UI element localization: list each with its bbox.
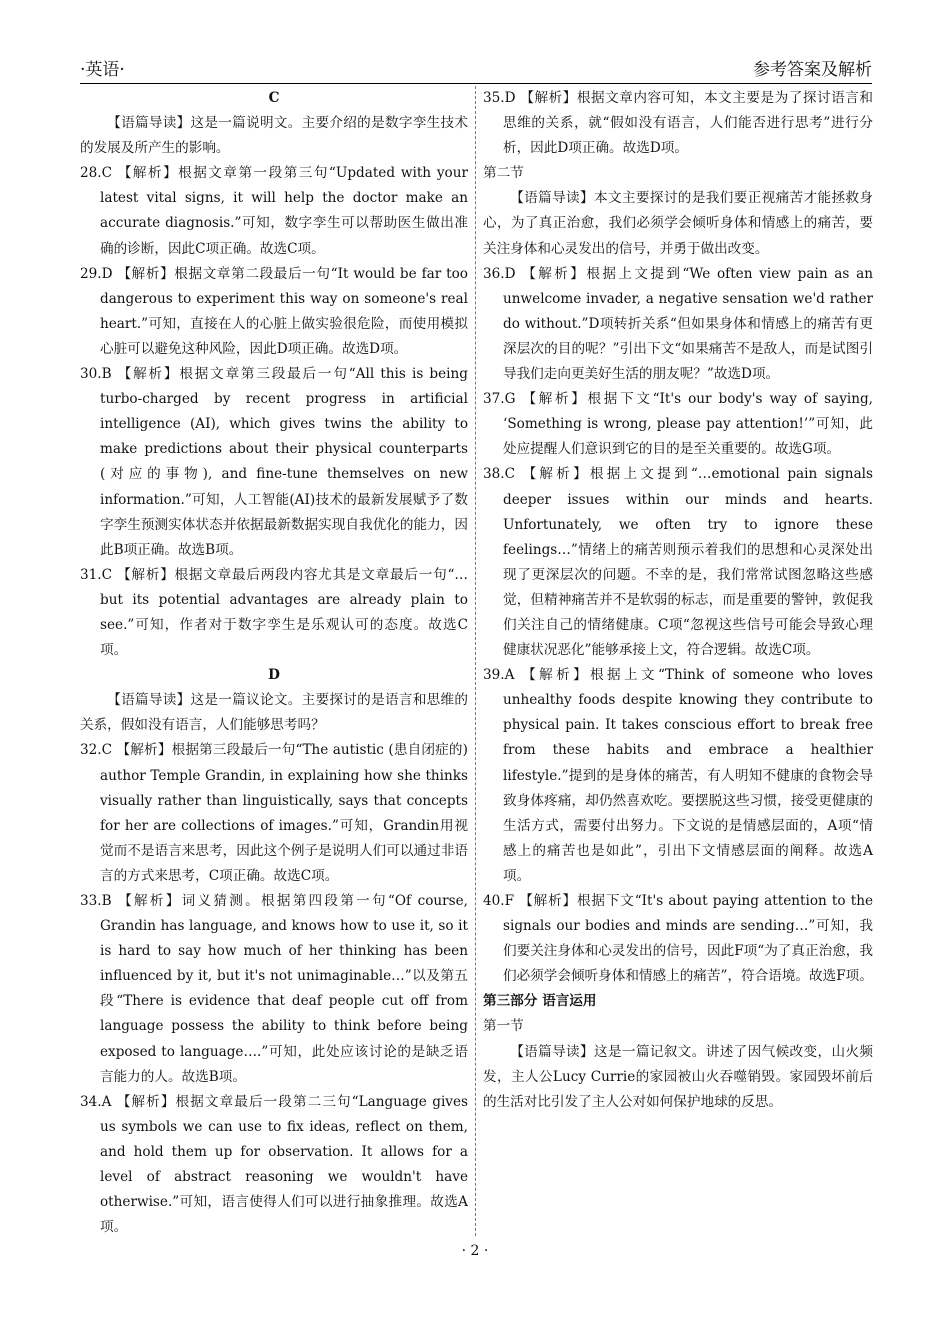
answer-37: 37.G 【解析】根据下文“It's our body's way of saying, ‘Something is wrong, please pay attention!’”可知，此处应提醒人们意识到它的目的是至关重要的。故选G项。 [483,391,873,458]
answer-39: 39.A 【解析】根据上文“Think of someone who loves unhealthy foods despite knowing they contribute to physical pain. It takes conscious effort to break free from these habits and embrace a healthier lifestyle.”提到的是身体的痛苦，有人明知不健康的食物会导致身体疼痛，却仍然喜欢吃。要摆脱这些习惯，接受更健康的生活方式，需要付出努力。下文说的是情感层面的，A项“情感上的痛苦也是如此”，引出下文情感层面的阐释。故选A项。 [483,667,873,884]
answer-40: 40.F 【解析】根据下文“It's about paying attention to the signals our bodies and minds are sending…”可知，我们要关注身体和心灵发出的信号，因此F项“为了真正治愈，我们必须学会倾听身体和情感上的痛苦”，符合语境。故选F项。 [483,893,873,985]
section2-intro: 【语篇导读】本文主要探讨的是我们要正视痛苦才能拯救身心，为了真正治愈，我们必须学会倾听身体和情感上的痛苦，要关注身体和心灵发出的信号，并勇于做出改变。 [483,190,873,257]
page-number: · 2 · [461,1243,489,1259]
answer-38: 38.C 【解析】根据上文提到“…emotional pain signals deeper issues within our minds and hearts. Unfortunately, we often try to ignore these feelings…”情绪上的痛苦则预示着我们的思想和心灵深处出现了更深层次的问题。不幸的是，我们常常试图忽略这些感觉，但精神痛苦并不是软弱的标志，而是重要的警钟，敦促我们关注自己的情绪健康。C项“忽视这些信号可能会导致心理健康状况恶化”能够承接上文，符合逻辑。故选C项。 [483,466,873,659]
answer-36: 36.D 【解析】根据上文提到“We often view pain as an unwelcome invader, a negative sensation we'd rather do without.”D项转折关系“但如果身体和情感上的痛苦有更深层次的目的呢？”引出下文“如果痛苦不是敌人，而是试图引导我们走向更美好生活的朋友呢？”故选D项。 [483,265,873,383]
answer-34: 34.A 【解析】根据文章最后一段第二三句“Language gives us symbols we can use to fix ideas, reflect on them, and hold them up for observation. It allows for a level of abstract reasoning we wouldn't have otherwise.”可知，语言使得人们可以进行抽象推理。故选A项。 [80,1093,468,1236]
part3-heading: 第三部分 语言运用 [483,993,597,1010]
section2-heading: 第二节 [483,165,524,182]
answer-31: 31.C 【解析】根据文章最后两段内容尤其是文章最后一句“…but its potential advantages are already plain to see.”可知，作者对于数字孪生是乐观认可的态度。故选C项。 [80,566,468,659]
answer-35: 35.D 【解析】根据文章内容可知，本文主要是为了探讨语言和思维的关系，就“假如没有语言，人们能否进行思考”进行分析，因此D项正确。故选D项。 [483,90,873,157]
answer-28: 28.C 【解析】根据文章第一段第三句“Updated with your latest vital signs, it will help the doctor make an accurate diagnosis.”可知，数字孪生可以帮助医生做出准确的诊断，因此C项正确。故选C项。 [80,165,468,257]
answer-33: 33.B 【解析】词义猜测。根据第四段第一句“Of course, Grandin has language, and knows how to use it, so it is hard to say how much of her thinking has been influenced by it, but it's not unimaginable…”以及第五段“There is evidence that deaf people cut off from language possess the ability to think before being exposed to language….”可知，此处应该讨论的是缺乏语言能力的人。故选B项。 [80,893,468,1085]
section-c-intro: 【语篇导读】这是一篇说明文。主要介绍的是数字孪生技术的发展及所产生的影响。 [80,115,468,157]
part3-section1: 第一节 [483,1018,524,1035]
answer-32: 32.C 【解析】根据第三段最后一句“The autistic (患自闭症的) author Temple Grandin, in explaining how she thinks visually rather than linguistically, says that concepts for her are collections of images.”可知，Grandin用视觉而不是语言来思考，因此这个例子是说明人们可以通过非语言的方式来思考，C项正确。故选C项。 [80,742,468,884]
header-title: 参考答案及解析 [753,60,872,80]
answer-30: 30.B 【解析】根据文章第三段最后一句“All this is being turbo-charged by recent progress in artificial intelligence (AI), which gives twins the ability to make predictions about their physical counterparts (对应的事物), and fine-tune themselves on new information.”可知，人工智能(AI)技术的最新发展赋予了数字孪生预测实体状态并依据最新数据实现自我优化的能力，因此B项正确。故选B项。 [80,366,468,558]
section-c-heading: C [268,90,280,106]
page-header [80,52,872,84]
column-divider [475,86,476,1236]
left-column [80,86,468,1240]
part3-intro: 【语篇导读】这是一篇记叙文。讲述了因气候改变，山火频发，主人公Lucy Currie的家园被山火吞噬销毁。家园毁坏前后的生活对比引发了主人公对如何保护地球的反思。 [483,1043,873,1110]
answer-29: 29.D 【解析】根据文章第二段最后一句“It would be far too dangerous to experiment this way on someone's real heart.”可知，直接在人的心脏上做实验很危险，而使用模拟心脏可以避免这种风险，因此D项正确。故选D项。 [80,265,468,357]
right-column [483,86,873,1115]
section-d-intro: 【语篇导读】这是一篇议论文。主要探讨的是语言和思维的关系，假如没有语言，人们能够思考吗？ [80,692,468,734]
section-d-heading: D [268,667,280,684]
header-subject: ·英语· [80,60,125,80]
